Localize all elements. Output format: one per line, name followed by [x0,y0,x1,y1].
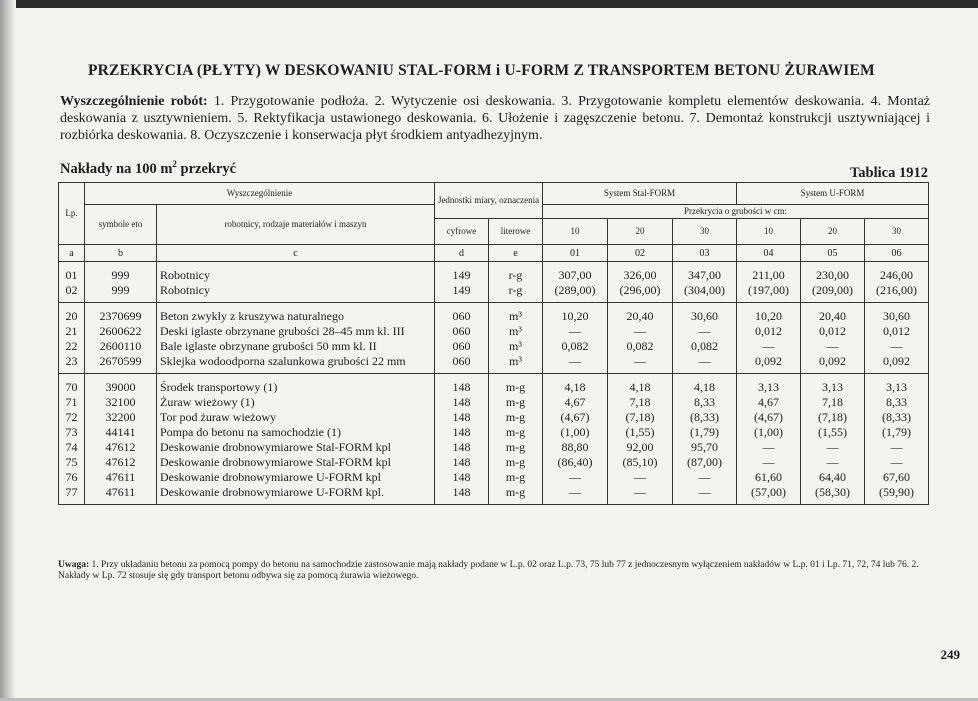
table-row-group [59,262,929,303]
cell-value: — [634,470,647,484]
table-cell [608,303,673,374]
table-cell [435,303,489,374]
cell-cyf: 060 [452,309,471,323]
cell-value: (7,18) [818,410,848,424]
table-cell [673,262,737,303]
cell-value: (289,00) [554,283,596,297]
naklady-prefix: Nakłady na 100 m [60,160,173,177]
cell-value: 30,60 [691,309,719,323]
cell-value: 347,00 [688,268,722,282]
cell-value: 0,082 [561,339,589,353]
header-thickness: 10 [737,219,801,245]
cell-value: — [762,440,775,454]
cell-cyf: 149 [452,283,471,297]
cell-lp: 71 [65,395,78,409]
cell-name: Deskowanie drobnowymiarowe U-FORM kpl [160,470,381,484]
cell-value: (8,33) [690,410,720,424]
cell-lp: 74 [65,440,78,454]
table-number: Tablica 1912 [849,165,928,181]
cell-sym: 2600622 [99,324,142,338]
cell-lit: m-g [505,470,526,484]
column-letter: 01 [543,245,608,262]
table-cell [435,374,489,505]
cell-value: 0,082 [691,339,719,353]
cell-name: Deskowanie drobnowymiarowe U-FORM kpl. [160,485,384,499]
table-cell [737,262,801,303]
cell-value: 3,13 [822,380,844,394]
table-row-group [59,303,929,374]
cell-value: 61,60 [755,470,783,484]
table-cell [489,303,543,374]
cell-value: (4,67) [560,410,590,424]
cell-lit: m³ [509,339,522,353]
cell-sym: 44141 [105,425,136,439]
cell-name: Robotnicy [160,268,210,282]
cell-value: 30,60 [883,309,911,323]
cell-value: 4,67 [564,395,586,409]
table-cell [673,374,737,505]
cell-value: (304,00) [684,283,726,297]
table-cell [737,303,801,374]
page-title: PRZEKRYCIA (PŁYTY) W DESKOWANIU STAL-FORM i U-FORM Z TRANSPORTEM BETONU ŻURAWIEM [88,62,875,79]
cell-value: — [698,485,711,499]
table-cell [59,303,85,374]
table-cell [435,262,489,303]
cell-lit: m³ [509,354,522,368]
cell-sym: 2370699 [99,309,142,323]
table-cell [85,262,157,303]
cell-value: 10,20 [755,309,783,323]
header-symbole: symbole eto [85,205,157,245]
cell-value: — [826,339,839,353]
cell-cyf: 149 [452,268,471,282]
cell-sym: 999 [111,283,130,297]
cell-value: 88,80 [561,440,589,454]
cell-value: 0,092 [755,354,783,368]
cell-value: — [890,440,903,454]
cell-value: (87,00) [687,455,723,469]
cell-name: Robotnicy [160,283,210,297]
cell-name: Pompa do betonu na samochodzie (1) [160,425,341,439]
cell-value: 64,40 [819,470,847,484]
cell-name: Beton zwykły z kruszywa naturalnego [160,309,344,323]
column-letter: 03 [673,245,737,262]
cell-lp: 72 [65,410,78,424]
cell-value: 0,082 [626,339,654,353]
cell-value: 211,00 [752,268,785,282]
cell-cyf: 060 [452,324,471,338]
cell-name: Bale iglaste obrzynane grubości 50 mm kl. II [160,339,377,353]
cell-value: (1,79) [882,425,912,439]
cell-value: 326,00 [623,268,657,282]
cell-lit: r-g [508,283,523,297]
table-cell [85,374,157,505]
cell-lit: m-g [505,410,526,424]
table-cell [865,262,929,303]
cell-value: — [826,440,839,454]
cell-lp: 70 [65,380,78,394]
column-letter: b [85,245,157,262]
cell-value: — [634,485,647,499]
cell-lp: 23 [65,354,78,368]
cell-value: — [634,354,647,368]
cell-cyf: 148 [452,470,471,484]
cell-value: 246,00 [880,268,914,282]
cell-value: — [698,470,711,484]
column-letter: 04 [737,245,801,262]
cell-value: 7,18 [822,395,844,409]
cell-value: 8,33 [694,395,716,409]
cell-value: — [569,470,582,484]
cell-value: (59,90) [879,485,915,499]
column-letter: c [157,245,435,262]
column-letter: 02 [608,245,673,262]
cell-sym: 32100 [105,395,136,409]
cell-value: 7,18 [629,395,651,409]
table-cell [801,303,865,374]
cell-value: — [762,455,775,469]
cell-cyf: 148 [452,425,471,439]
cell-lit: m-g [505,485,526,499]
cell-name: Deskowanie drobnowymiarowe Stal-FORM kpl [160,440,391,454]
cell-lp: 22 [65,339,78,353]
cell-value: 92,00 [626,440,654,454]
cell-value: (209,00) [812,283,854,297]
cell-value: — [634,324,647,338]
cell-value: 0,012 [755,324,783,338]
header-thickness: 10 [543,219,608,245]
cell-cyf: 148 [452,455,471,469]
header-system-u-form: System U-FORM [737,183,929,205]
cell-value: 20,40 [819,309,847,323]
cell-lp: 76 [65,470,78,484]
table-cell [543,262,608,303]
table-cell [737,374,801,505]
cell-sym: 32200 [105,410,136,424]
cell-value: (216,00) [876,283,918,297]
cell-value: 3,13 [758,380,780,394]
cell-value: (86,40) [557,455,593,469]
cell-value: (7,18) [625,410,655,424]
cell-lit: m³ [509,309,522,323]
cell-value: — [826,455,839,469]
table-cell [157,262,435,303]
cell-value: — [762,339,775,353]
table-cell [59,262,85,303]
cell-lit: m³ [509,324,522,338]
cell-value: — [698,324,711,338]
cell-cyf: 148 [452,485,471,499]
cell-value: — [890,455,903,469]
cell-name: Deskowanie drobnowymiarowe Stal-FORM kpl [160,455,391,469]
cell-value: — [569,485,582,499]
cell-lp: 20 [65,309,78,323]
cell-name: Tor pod żuraw wieżowy [160,410,277,424]
table-cell [608,374,673,505]
cell-value: 4,67 [758,395,780,409]
cell-sym: 47612 [105,455,136,469]
column-letter: d [435,245,489,262]
cell-value: (8,33) [882,410,912,424]
naklady-sup: 2 [172,159,177,169]
cell-value: (1,79) [690,425,720,439]
cell-cyf: 148 [452,410,471,424]
header-jednostki: Jednostki miary, oznaczenia [435,183,543,219]
column-letter: a [59,245,85,262]
page-number: 249 [940,647,960,662]
header-przekrycia: Przekrycia o grubości w cm: [543,205,929,219]
table-cell [673,303,737,374]
cell-lit: m-g [505,380,526,394]
cell-value: 67,60 [883,470,911,484]
cell-name: Środek transportowy (1) [160,380,278,394]
cell-lit: r-g [508,268,523,282]
header-literowe: literowe [489,219,543,245]
header-thickness: 30 [673,219,737,245]
table-cell [543,303,608,374]
cell-value: 0,012 [883,324,911,338]
table-cell [801,262,865,303]
cell-sym: 47612 [105,440,136,454]
cell-value: (4,67) [754,410,784,424]
cell-value: (296,00) [619,283,661,297]
cell-cyf: 060 [452,339,471,353]
cell-value: (1,55) [818,425,848,439]
header-thickness: 20 [608,219,673,245]
cell-lit: m-g [505,395,526,409]
table-cell [157,374,435,505]
table-body [59,262,929,505]
cell-name: Sklejka wodoodporna szalunkowa grubości 22 mm [160,354,406,368]
cell-cyf: 148 [452,380,471,394]
cell-lp: 73 [65,425,78,439]
naklady-suffix: przekryć [176,160,237,177]
header-wyszczegolnienie: Wyszczególnienie [85,183,435,205]
cell-value: 95,70 [691,440,719,454]
cell-lit: m-g [505,440,526,454]
cell-lp: 21 [65,324,78,338]
naklady-heading [60,159,236,178]
cell-value: 4,18 [629,380,651,394]
header-system-stal-form: System Stal-FORM [543,183,737,205]
cell-value: 3,13 [886,380,908,394]
table-cell [85,303,157,374]
cell-value: (85,10) [622,455,658,469]
header-lp: Lp. [59,183,85,245]
cell-sym: 2670599 [99,354,142,368]
cell-value: (58,30) [815,485,851,499]
cell-lit: m-g [505,455,526,469]
footnote-text: 1. Przy układaniu betonu za pomocą pompy do betonu na samochodzie zastosowanie mają nakłady podane w L.p. 02 oraz L.p. 73, 75 lub 77 z jednoczesnym wyłączeniem nakładów w L.p. 01 i Lp. 71, 72, 74 lub 76. 2. Nakłady w Lp. 72 stosuje się gdy transport betonu odbywa się za pomocą żurawia wieżowego. [58,560,919,581]
cell-value: 0,092 [819,354,847,368]
table-cell [59,374,85,505]
cell-value: — [890,339,903,353]
cell-value: (1,00) [560,425,590,439]
works-text: 1. Przygotowanie podłoża. 2. Wytyczenie osi deskowania. 3. Przygotowanie kompletu elementów deskowania. 4. Montaż deskowania z usztywnieniem. 5. Rektyfikacja ustawionego deskowania. 6. Ułożenie i zagęszczenie betonu. 7. Demontaż konstrukcji usztywniającej i rozbiórka deskowania. 8. Oczyszczenie i konserwacja płyt środkiem antyadhezyjnym. [60,94,930,143]
column-letter: e [489,245,543,262]
cell-lp: 01 [65,268,78,282]
cell-value: (1,55) [625,425,655,439]
table-cell [157,303,435,374]
works-description [60,93,930,144]
cell-value: 0,092 [883,354,911,368]
cell-value: (1,00) [754,425,784,439]
cell-lp: 02 [65,283,78,297]
cell-cyf: 060 [452,354,471,368]
cell-value: — [698,354,711,368]
cell-lit: m-g [505,425,526,439]
cell-sym: 999 [111,268,130,282]
cell-lp: 75 [65,455,78,469]
cell-cyf: 148 [452,395,471,409]
cell-value: (197,00) [748,283,790,297]
cell-value: 4,18 [564,380,586,394]
cell-name: Deski iglaste obrzynane grubości 28–45 mm kl. III [160,324,405,338]
table-row-group [59,374,929,505]
table-cell [543,374,608,505]
norms-table [58,182,929,505]
cell-name: Żuraw wieżowy (1) [160,395,255,409]
footnote-label: Uwaga: [58,560,90,570]
cell-value: 307,00 [558,268,592,282]
cell-sym: 47611 [105,470,136,484]
cell-value: 8,33 [886,395,908,409]
page-top-edge [0,0,978,8]
header-thickness: 30 [865,219,929,245]
cell-value: 230,00 [816,268,850,282]
cell-sym: 47611 [105,485,136,499]
table-cell [865,374,929,505]
works-label: Wyszczególnienie robót: [60,94,208,109]
table-cell [489,374,543,505]
cell-lp: 77 [65,485,78,499]
cell-sym: 39000 [105,380,136,394]
book-gutter-shadow [0,0,16,701]
cell-cyf: 148 [452,440,471,454]
header-robotnicy: robotnicy, rodzaje materiałów i maszyn [157,205,435,245]
table-cell [801,374,865,505]
table-cell [865,303,929,374]
cell-value: 20,40 [626,309,654,323]
table-cell [489,262,543,303]
header-cyfrowe: cyfrowe [435,219,489,245]
table-cell [608,262,673,303]
cell-value: 0,012 [819,324,847,338]
cell-value: — [569,324,582,338]
column-letter: 06 [865,245,929,262]
header-thickness: 20 [801,219,865,245]
cell-value: 10,20 [561,309,589,323]
cell-value: — [569,354,582,368]
footnote [58,560,928,582]
cell-sym: 2600110 [99,339,142,353]
cell-value: 4,18 [694,380,716,394]
column-letter: 05 [801,245,865,262]
cell-value: (57,00) [751,485,787,499]
